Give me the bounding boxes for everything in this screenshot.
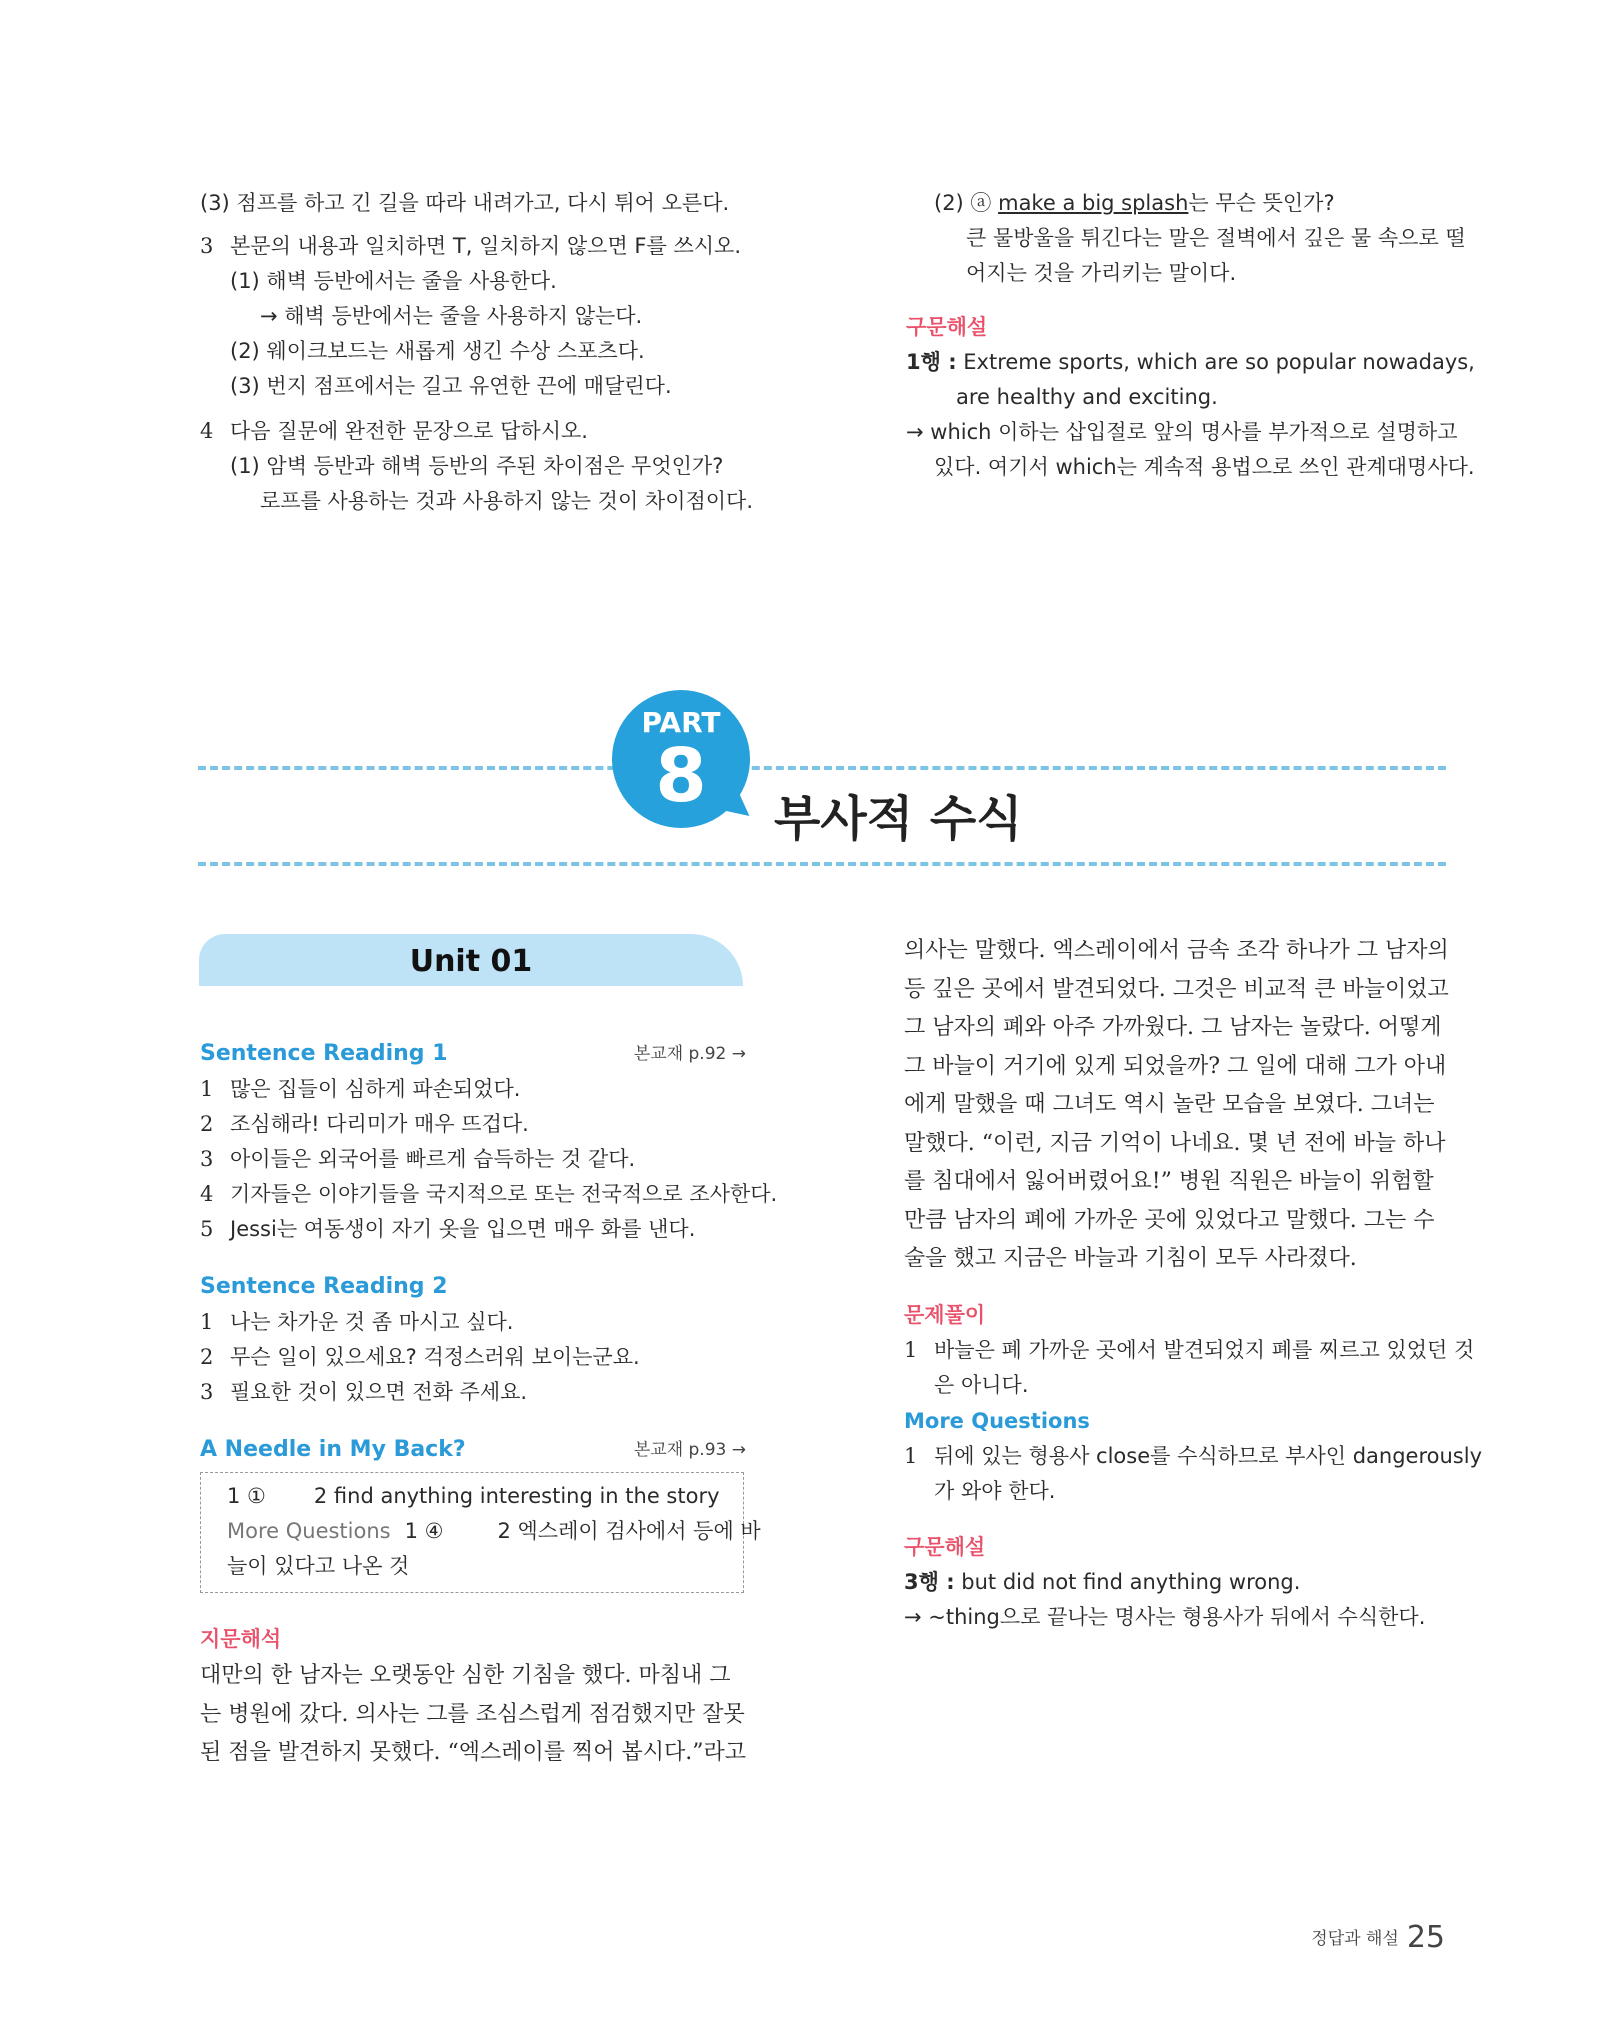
q4-item-1-answer: 로프를 사용하는 것과 사용하지 않는 것이 차이점이다. <box>260 489 754 513</box>
sentence-reading-1-item-number: 1 <box>200 1077 214 1101</box>
syntax-heading: 구문해설 <box>906 315 988 339</box>
syntax-line-1 <box>906 345 1475 380</box>
sentence-reading-1-item-text: Jessi는 여동생이 자기 옷을 입으면 매우 화를 낸다. <box>230 1217 696 1241</box>
solution-text-1: 바늘은 폐 가까운 곳에서 발견되었지 폐를 찌르고 있었던 것 <box>934 1337 1475 1362</box>
part-divider-bottom <box>198 862 1446 866</box>
q2-item-2 <box>906 186 1456 221</box>
q2-item-2-answer-2: 어지는 것을 가리키는 말이다. <box>966 261 1237 285</box>
translation-line: 말했다. “이런, 지금 기억이 나네요. 몇 년 전에 바늘 하나 <box>904 1130 1446 1156</box>
unit-title: Unit 01 <box>199 934 743 986</box>
translation-line: 에게 말했을 때 그녀도 역시 놀란 모습을 보였다. 그녀는 <box>904 1092 1435 1117</box>
sentence-reading-2-item <box>200 1340 746 1375</box>
textbook-page-ref: 본교재 p.92 → <box>633 1044 746 1064</box>
q2-item-3: (3) 점프를 하고 긴 길을 따라 내려가고, 다시 튀어 오른다. <box>200 191 730 215</box>
part-title: 부사적 수식 <box>774 780 1033 849</box>
sentence-reading-1-item-number: 3 <box>200 1147 214 1171</box>
sentence-reading-2-heading: Sentence Reading 2 <box>200 1274 448 1299</box>
translation-line: 는 병원에 갔다. 의사는 그를 조심스럽게 점검했지만 잘못 <box>200 1701 745 1727</box>
translation-line: 를 침대에서 잃어버렸어요!” 병원 직원은 바늘이 위험할 <box>904 1169 1434 1194</box>
q4-number: 4 <box>200 419 214 443</box>
sentence-reading-1-title: Sentence Reading 1 <box>200 1041 448 1066</box>
more-questions-label: More Questions <box>227 1519 391 1543</box>
sentence-reading-2-item-text: 나는 차가운 것 좀 마시고 싶다. <box>230 1310 514 1334</box>
syntax2-line-1 <box>904 1565 1454 1600</box>
sentence-reading-2-item-number: 1 <box>200 1310 214 1334</box>
sentence-reading-1-item-text: 조심해라! 다리미가 매우 뜨겁다. <box>230 1112 529 1136</box>
sentence-reading-1-item-text: 많은 집들이 심하게 파손되었다. <box>230 1077 521 1101</box>
sentence-reading-1-heading <box>200 1036 746 1072</box>
sentence-reading-1-item-text: 기자들은 이야기들을 국지적으로 또는 전국적으로 조사한다. <box>230 1182 778 1206</box>
sentence-reading-1-item <box>200 1212 746 1247</box>
sentence-reading-2-item <box>200 1375 746 1410</box>
syntax2-text: but did not find anything wrong. <box>954 1569 1301 1594</box>
answer-line-3: 늘이 있다고 나온 것 <box>227 1554 410 1578</box>
sentence-reading-2-item-text: 필요한 것이 있으면 전화 주세요. <box>230 1380 528 1404</box>
translation-heading: 지문해석 <box>200 1627 282 1651</box>
sentence-reading-1-item-number: 4 <box>200 1182 214 1206</box>
syntax-line-label: 1행 : <box>906 350 957 374</box>
lower-left-column <box>200 1036 778 1773</box>
answer-box <box>200 1472 761 1593</box>
page-number: 25 <box>1406 1920 1445 1955</box>
sentence-reading-2-item-number: 3 <box>200 1380 214 1404</box>
translation-text <box>200 1657 746 1773</box>
syntax-note-1: → which 이하는 삽입절로 앞의 명사를 부가적으로 설명하고 <box>906 420 1458 444</box>
translation-line: 의사는 말했다. 엑스레이에서 금속 조각 하나가 그 남자의 <box>904 938 1449 963</box>
solution-number: 1 <box>904 1337 918 1362</box>
solution-line-2: 은 아니다. <box>934 1372 1029 1397</box>
lower-right-column <box>904 932 1483 1635</box>
q3-item-1-answer: → 해벽 등반에서는 줄을 사용하지 않는다. <box>260 304 643 328</box>
more-questions-line-1 <box>904 1439 1483 1474</box>
part-label: PART <box>641 706 721 739</box>
translation-line: 대만의 한 남자는 오랫동안 심한 기침을 했다. 마침내 그 <box>200 1663 731 1688</box>
q3-text: 본문의 내용과 일치하면 T, 일치하지 않으면 F를 쓰시오. <box>230 234 741 258</box>
page-footer <box>1311 1920 1445 1955</box>
translation-line: 술을 했고 지금은 바늘과 기침이 모두 사라졌다. <box>904 1246 1357 1271</box>
sentence-reading-2-item-number: 2 <box>200 1345 214 1369</box>
more-questions-text-1: 뒤에 있는 형용사 close를 수식하므로 부사인 dangerously <box>934 1443 1483 1468</box>
answer-2: 2 find anything interesting in the story <box>313 1484 720 1508</box>
q2-item-2-answer-1: 큰 물방울을 튀긴다는 말은 절벽에서 깊은 물 속으로 떨 <box>966 226 1466 250</box>
sentence-reading-1-item <box>200 1107 746 1142</box>
more-answer-1: 1 ④ <box>404 1519 444 1543</box>
q3-question <box>200 229 760 264</box>
sentence-reading-1-item-number: 2 <box>200 1112 214 1136</box>
needle-heading <box>200 1432 746 1468</box>
sentence-reading-1-item-number: 5 <box>200 1217 214 1241</box>
syntax-heading-2: 구문해설 <box>904 1534 986 1559</box>
q2-item-2-prefix: (2) ⓐ <box>934 191 999 215</box>
translation-line: 만큼 남자의 폐에 가까운 곳에 있었다고 말했다. 그는 수 <box>904 1207 1435 1233</box>
q3-item-3: (3) 번지 점프에서는 길고 유연한 끈에 매달린다. <box>230 374 672 398</box>
translation-line: 그 남자의 폐와 아주 가까웠다. 그 남자는 놀랐다. 어떻게 <box>904 1015 1442 1040</box>
sentence-reading-1-item <box>200 1072 746 1107</box>
answer-line-1 <box>227 1479 743 1514</box>
answer-line-2 <box>227 1514 761 1549</box>
needle-title: A Needle in My Back? <box>200 1437 466 1462</box>
q2-item-2-suffix: 는 무슨 뜻인가? <box>1188 191 1335 215</box>
q3-item-1: (1) 해벽 등반에서는 줄을 사용한다. <box>230 269 557 293</box>
translation-line: 된 점을 발견하지 못했다. “엑스레이를 찍어 봅시다.”라고 <box>200 1740 746 1765</box>
sentence-reading-1-item <box>200 1142 746 1177</box>
sentence-reading-2-item <box>200 1305 746 1340</box>
syntax2-label: 3행 : <box>904 1569 955 1594</box>
syntax2-note: → ~thing으로 끝나는 명사는 형용사가 뒤에서 수식한다. <box>904 1604 1426 1629</box>
sentence-reading-1-item-text: 아이들은 외국어를 빠르게 습득하는 것 같다. <box>230 1147 636 1171</box>
q4-text: 다음 질문에 완전한 문장으로 답하시오. <box>230 419 588 443</box>
q3-number: 3 <box>200 234 214 258</box>
translation-line: 등 깊은 곳에서 발견되었다. 그것은 비교적 큰 바늘이었고 <box>904 976 1449 1002</box>
sentence-reading-2-list <box>200 1305 746 1410</box>
syntax-line-1-text: Extreme sports, which are so popular nowadays, <box>956 350 1475 374</box>
q4-item-1: (1) 암벽 등반과 해벽 등반의 주된 차이점은 무엇인가? <box>230 454 724 478</box>
syntax-line-2: are healthy and exciting. <box>956 385 1218 409</box>
q3-item-2: (2) 웨이크보드는 새롭게 생긴 수상 스포츠다. <box>230 339 645 363</box>
answer-1: 1 ① <box>227 1484 266 1508</box>
solution-line-1 <box>904 1333 1475 1368</box>
sentence-reading-2-item-text: 무슨 일이 있으세요? 걱정스러워 보이는군요. <box>230 1345 640 1369</box>
footer-label: 정답과 해설 <box>1311 1929 1399 1949</box>
underlined-phrase: make a big splash <box>998 191 1189 215</box>
more-questions-line-2: 가 와야 한다. <box>934 1478 1056 1503</box>
textbook-page-ref: 본교재 p.93 → <box>633 1440 746 1460</box>
sentence-reading-1-item <box>200 1177 778 1212</box>
part-divider-top <box>198 766 1446 770</box>
translation-line: 그 바늘이 거기에 있게 되었을까? 그 일에 대해 그가 아내 <box>904 1053 1447 1079</box>
solution-heading: 문제풀이 <box>904 1302 986 1327</box>
sentence-reading-1-list <box>200 1072 778 1247</box>
top-left-block <box>200 186 760 519</box>
more-answer-2: 2 엑스레이 검사에서 등에 바 <box>497 1519 761 1543</box>
syntax-note-2: 있다. 여기서 which는 계속적 용법으로 쓰인 관계대명사다. <box>934 455 1475 479</box>
top-right-block <box>906 186 1475 485</box>
part-number: 8 <box>655 733 707 819</box>
translation-text-continued <box>904 932 1454 1279</box>
more-questions-heading: More Questions <box>904 1408 1090 1433</box>
q4-question <box>200 414 760 449</box>
part-badge <box>612 690 750 828</box>
more-questions-number: 1 <box>904 1443 918 1468</box>
